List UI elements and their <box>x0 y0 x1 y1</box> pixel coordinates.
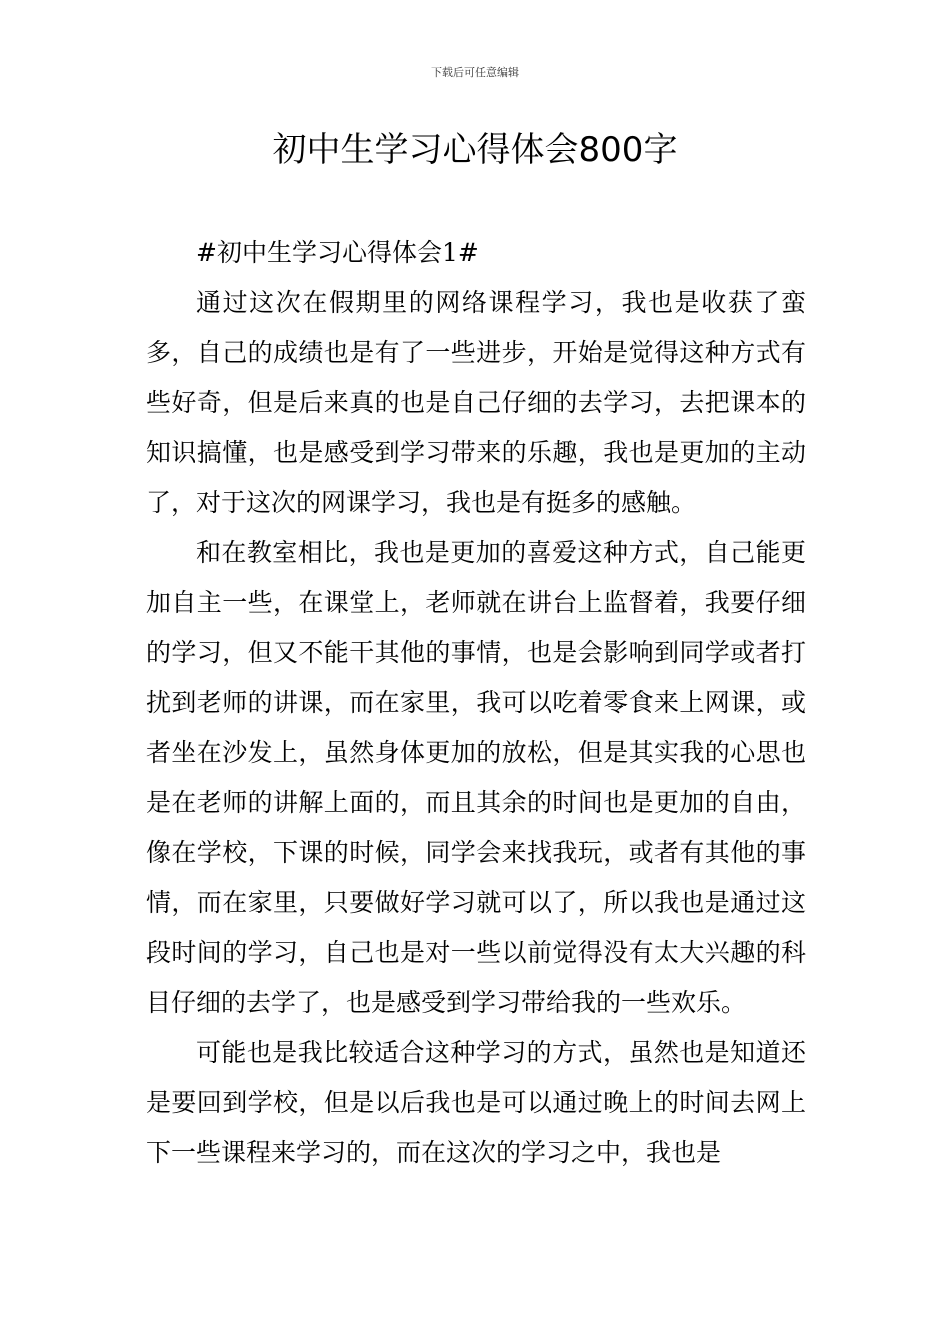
document-title: 初中生学习心得体会800字 <box>272 130 678 170</box>
header-note: 下载后可任意编辑 <box>431 66 519 79</box>
paragraph-2: 和在教室相比，我也是更加的喜爱这种方式，自己能更加自主一些，在课堂上，老师就在讲台上监督着，我要仔细的学习，但又不能干其他的事情，也是会影响到同学或者打扰到老师的讲课，而在家里，我可以吃着零食来上网课，或者坐在沙发上，虽然身体更加的放松，但是其实我的心思也是在老师的讲解上面的，而且其余的时间也是更加的自由，像在学校，下课的时候，同学会来找我玩，或者有其他的事情，而在家里，只要做好学习就可以了，所以我也是通过这段时间的学习，自己也是对一些以前觉得没有太大兴趣的科目仔细的去学了，也是感受到学习带给我的一些欢乐。 <box>146 538 806 1017</box>
document-body <box>146 228 806 1178</box>
paragraph-3: 可能也是我比较适合这种学习的方式，虽然也是知道还是要回到学校，但是以后我也是可以通过晚上的时间去网上下一些课程来学习的，而在这次的学习之中，我也是 <box>146 1038 806 1167</box>
section-heading: #初中生学习心得体会1# <box>196 238 479 267</box>
paragraph-1: 通过这次在假期里的网络课程学习，我也是收获了蛮多，自己的成绩也是有了一些进步，开始是觉得这种方式有些好奇，但是后来真的也是自己仔细的去学习，去把课本的知识搞懂，也是感受到学习带来的乐趣，我也是更加的主动了，对于这次的网课学习，我也是有挺多的感触。 <box>146 288 806 517</box>
